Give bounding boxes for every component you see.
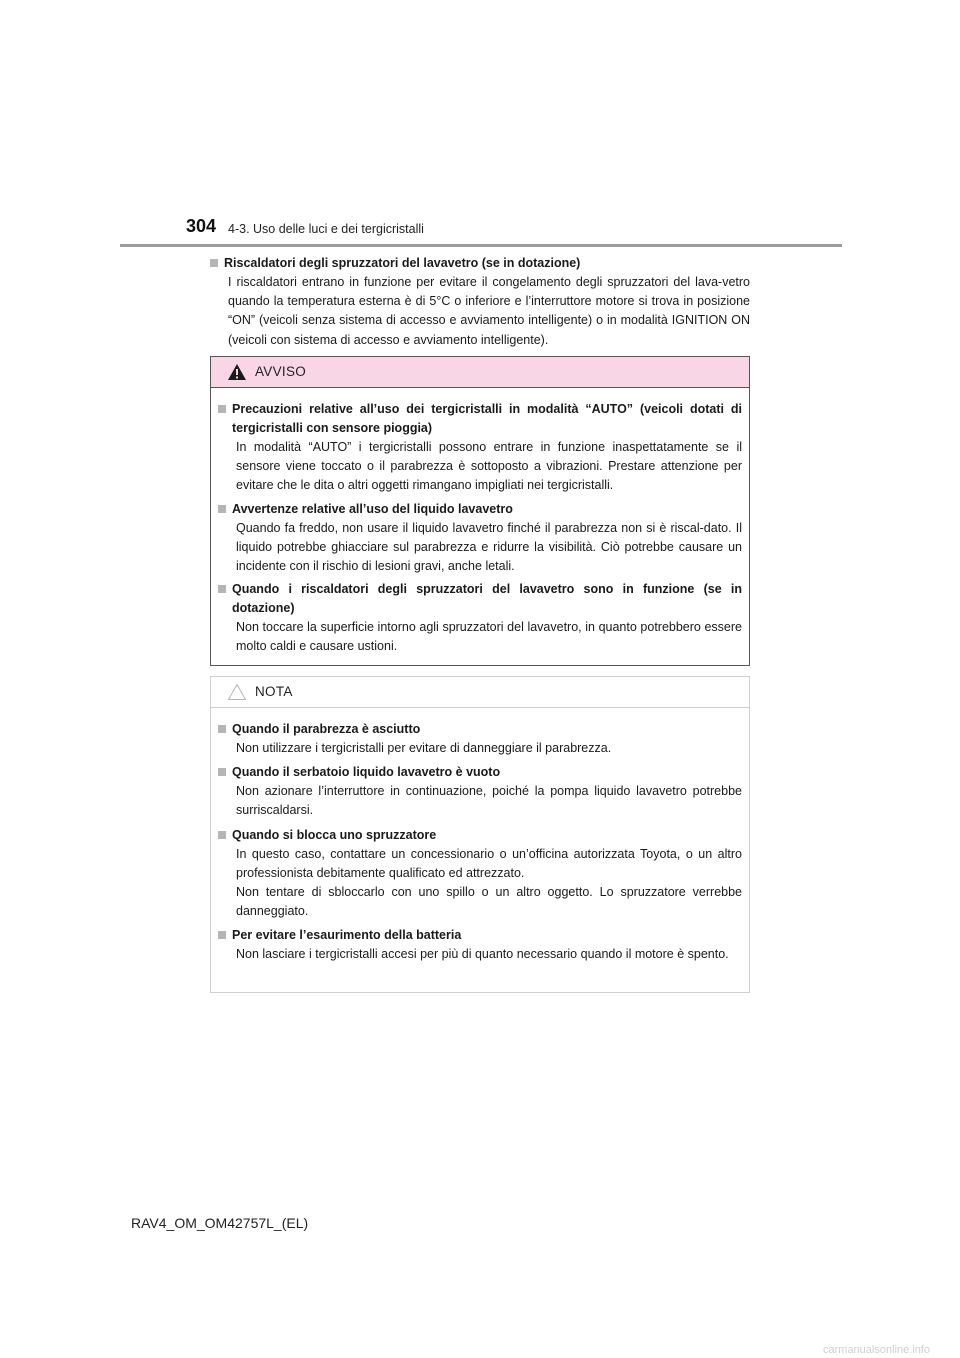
- notice-item-heading-text: Quando il parabrezza è asciutto: [232, 722, 421, 736]
- warning-item-body: In modalità “AUTO” i tergicristalli possono entrare in funzione inaspettatamente se il sensore viene toccato o il parabrezza è sottoposto a vibrazioni. Prestare attenzione per evitare che le dita o altri oggetti rimangano impigliati nei tergicristalli.: [236, 440, 742, 493]
- notice-item: [218, 826, 742, 922]
- notice-item-heading: [218, 720, 742, 739]
- square-bullet-icon: [218, 405, 226, 413]
- notice-item-heading: [218, 826, 742, 845]
- warning-item-heading: [218, 500, 742, 519]
- intro-heading: [210, 254, 750, 273]
- square-bullet-icon: [218, 725, 226, 733]
- square-bullet-icon: [218, 585, 226, 593]
- warning-item-heading: [218, 580, 742, 618]
- square-bullet-icon: [218, 831, 226, 839]
- warning-title: AVVISO: [255, 364, 307, 379]
- warning-item: [218, 400, 742, 496]
- warning-triangle-filled-icon: [227, 363, 247, 381]
- notice-item: [218, 926, 742, 964]
- notice-item-body: Non lasciare i tergicristalli accesi per più di quanto necessario quando il motore è spento.: [236, 947, 729, 962]
- page-header: [0, 0, 960, 250]
- square-bullet-icon: [210, 259, 218, 267]
- warning-item-heading-text: Quando i riscaldatori degli spruzzatori del lavavetro sono in funzione (se in dotazione): [232, 582, 742, 616]
- notice-item-heading: [218, 926, 742, 945]
- warning-box: [210, 356, 750, 666]
- warning-item-body: Non toccare la superficie intorno agli spruzzatori del lavavetro, in quanto potrebbero essere molto caldi e causare ustioni.: [236, 620, 742, 654]
- notice-item: [218, 720, 742, 758]
- notice-item-heading-text: Per evitare l’esaurimento della batteria: [232, 928, 462, 943]
- intro-body: I riscaldatori entrano in funzione per evitare il congelamento degli spruzzatori del lava-vetro quando la temperatura esterna è di 5°C o inferiore e l’interruttore motore si trova in posizione “ON” (veicoli senza sistema di accesso e avviamento intelligente) o in modalità IGNITION ON (veicoli con sistema di accesso e avviamento intelligente).: [228, 275, 750, 347]
- watermark: carmanualsonline.info: [823, 1344, 931, 1356]
- notice-content: [211, 708, 749, 965]
- notice-item-body: Non azionare l’interruttore in continuazione, poiché la pompa liquido lavavetro potrebbe surriscaldarsi.: [236, 784, 742, 818]
- notice-item-body: Non utilizzare i tergicristalli per evitare di danneggiare il parabrezza.: [236, 741, 612, 755]
- notice-header: [211, 677, 749, 708]
- header-divider: [120, 244, 842, 247]
- notice-item-heading-text: Quando si blocca uno spruzzatore: [232, 827, 437, 842]
- square-bullet-icon: [218, 768, 226, 776]
- warning-header: [211, 357, 749, 388]
- warning-item: [218, 500, 742, 577]
- warning-item-heading-text: Avvertenze relative all’uso del liquido lavavetro: [232, 501, 513, 516]
- notice-item-heading-text: Quando il serbatoio liquido lavavetro è vuoto: [232, 765, 501, 780]
- document-code: RAV4_OM_OM42757L_(EL): [131, 1215, 309, 1231]
- warning-item-heading: [218, 400, 742, 438]
- square-bullet-icon: [218, 505, 226, 513]
- notice-box: [210, 676, 750, 993]
- notice-item-heading: [218, 763, 742, 782]
- notice-item-body: Non tentare di sbloccarlo con uno spillo o un altro oggetto. Lo spruzzatore verrebbe danneggiato.: [236, 885, 742, 919]
- warning-item: [218, 580, 742, 656]
- warning-triangle-outline-icon: [227, 683, 247, 701]
- intro-heading-text: Riscaldatori degli spruzzatori del lavavetro (se in dotazione): [224, 256, 581, 270]
- notice-item: [218, 763, 742, 820]
- notice-item-body: In questo caso, contattare un concessionario o un’officina autorizzata Toyota, o un altro professionista debitamente qualificato ed attrezzato.: [236, 846, 742, 880]
- warning-item-body: Quando fa freddo, non usare il liquido lavavetro finché il parabrezza non si è riscal-dato. Il liquido potrebbe ghiacciare sul parabrezza e ridurre la visibilità. Ciò potrebbe causare un incidente con il rischio di lesioni gravi, anche letali.: [236, 520, 742, 574]
- square-bullet-icon: [218, 931, 226, 939]
- section-title: 4-3. Uso delle luci e dei tergicristalli: [228, 222, 424, 236]
- warning-item-heading-text: Precauzioni relative all’uso dei tergicristalli in modalità “AUTO” (veicoli dotati di tergicristalli con sensore pioggia): [232, 402, 742, 435]
- notice-title: NOTA: [255, 684, 293, 699]
- intro-section: [210, 254, 750, 350]
- warning-content: [211, 388, 749, 657]
- page-number: 304: [186, 216, 217, 236]
